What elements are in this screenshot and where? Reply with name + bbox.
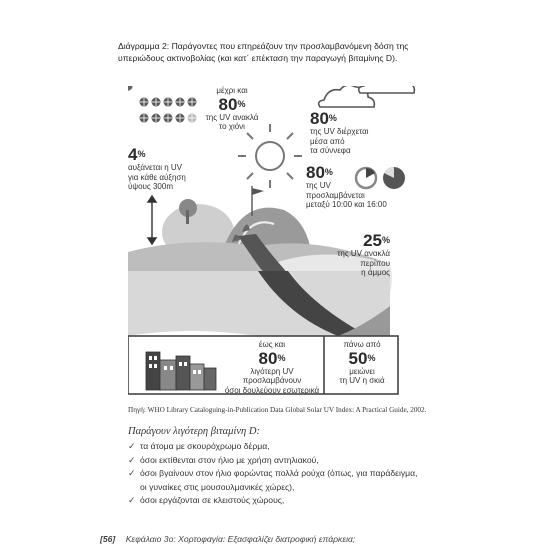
stat-clouds — [310, 110, 386, 156]
stat-sand-text-3: η άμμος — [361, 268, 390, 277]
stat-midday-text-1: της UV — [306, 181, 331, 190]
stat-shade-value: 50% — [348, 348, 376, 368]
stat-snow — [200, 86, 264, 132]
check-icon: ✓ — [128, 454, 136, 465]
stat-altitude-text-1: αυξάνεται η UV — [128, 163, 183, 172]
page-footer — [100, 534, 355, 544]
stat-indoor-value: 80% — [258, 348, 286, 368]
stat-midday-value: 80% — [306, 163, 333, 182]
stat-sand-text-2: περίπου — [360, 258, 390, 268]
stat-clouds-text-2: μέσα από — [310, 136, 345, 146]
stat-clouds-text-3: τα σύννεφα — [310, 146, 351, 155]
stat-indoor-text-1: λιγότερη UV προσλαμβάνουν — [242, 366, 302, 385]
tips-list — [128, 440, 458, 508]
stat-altitude-text-2: για κάθε αύξηση — [128, 172, 186, 182]
stat-shade-text-2: τη UV η σκιά — [339, 376, 385, 385]
stat-shade-prefix: πάνω από — [343, 340, 381, 349]
stat-shade-text-1: μειώνει — [349, 366, 375, 376]
check-icon: ✓ — [128, 441, 136, 451]
figure-caption: Διάγραμμα 2: Παράγοντες που επηρεάζουν την προσλαμβανόμενη δόση της υπεριώδους ακτινοβολίας (και κατ΄ επέκταση την παραγωγή βιταμίνης D). — [118, 41, 409, 63]
tips-title: Παράγουν λιγότερη βιταμίνη D: — [128, 426, 260, 437]
list-item-continued: οι γυναίκες στις μουσουλμανικές χώρες), — [140, 481, 295, 492]
sun-icon — [238, 124, 302, 188]
stat-snow-value: 80% — [218, 94, 246, 114]
cloud-icon — [319, 86, 415, 107]
stat-midday-text-3: μεταξύ 10:00 και 16:00 — [306, 200, 387, 209]
check-icon: ✓ — [128, 468, 136, 479]
figure-source: Πηγή: WHO Library Cataloguing-in-Publication Data Global Solar UV Index: A Practical Guide, 2002. — [128, 406, 427, 414]
page-number: [56] — [100, 534, 116, 544]
stat-sand-text-1: της UV ανακλά — [337, 249, 390, 258]
stat-clouds-text-1: της UV διέρχεται — [310, 127, 369, 136]
stat-snow-text-2: το χιόνι — [219, 122, 245, 131]
check-icon: ✓ — [128, 495, 136, 506]
stat-altitude-text-3: ύψους 300m — [128, 182, 173, 191]
list-item: ✓ όσοι εκτίθενται στον ήλιο με χρήση αντηλιακού, — [128, 454, 458, 468]
list-item: ✓ τα άτομα με σκουρόχρωμο δέρμα, — [128, 440, 458, 454]
list-item: ✓ όσοι εργάζονται σε κλειστούς χώρους, — [128, 494, 458, 508]
list-item: ✓ όσοι βγαίνουν στον ήλιο φορώντας πολλά ρούχα (όπως, για παράδειγμα, — [128, 467, 458, 481]
uv-infographic — [128, 86, 428, 396]
stat-sand — [306, 232, 390, 278]
stat-midday-text-2: προσλαμβάνεται — [306, 190, 365, 200]
stat-clouds-value: 80% — [310, 109, 337, 128]
stat-indoor — [220, 340, 324, 395]
stat-sand-value: 25% — [363, 231, 390, 250]
stat-snow-text-1: της UV ανακλά — [205, 112, 259, 122]
stat-indoor-text-2: όσοι δουλεύουν εσωτερικά — [224, 385, 320, 395]
stat-indoor-prefix: έως και — [258, 340, 286, 349]
stat-altitude — [128, 146, 198, 192]
snowflake-icon — [128, 86, 133, 91]
stat-altitude-value: 4% — [128, 145, 146, 164]
stat-shade — [326, 340, 398, 386]
altitude-arrow-icon — [148, 196, 156, 244]
chapter-title: Κεφάλαιο 3ο: Χορτοφαγία: Εξασφαλίζει διατροφική επάρκεια; — [125, 534, 356, 544]
stat-midday — [306, 164, 406, 210]
stat-snow-prefix: μέχρι και — [216, 86, 248, 95]
